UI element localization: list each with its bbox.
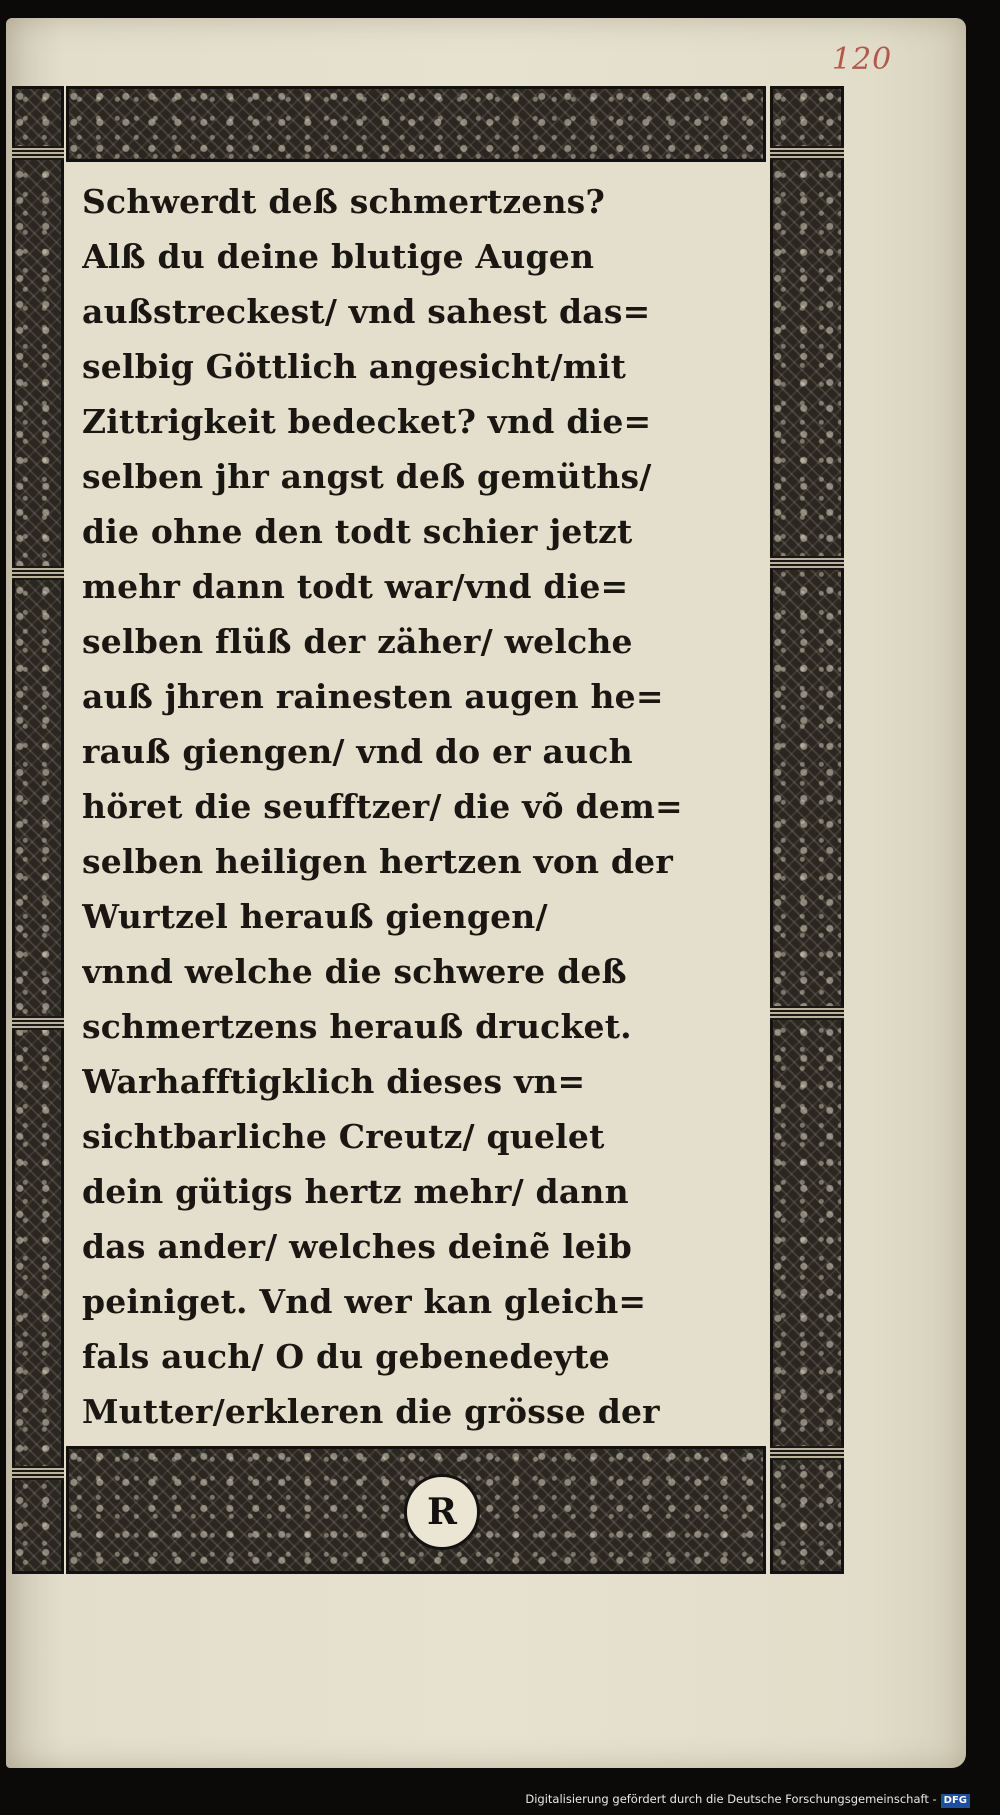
right-ornamental-column: [770, 86, 844, 1574]
left-ornamental-column: [12, 86, 64, 1574]
text-line: selben jhr angst deß gemüths/: [82, 457, 652, 496]
credit-text: Digitalisierung gefördert durch die Deutsche Forschungsgemeinschaft -: [525, 1792, 937, 1806]
bottom-ornamental-border: [66, 1446, 766, 1574]
text-line: fals auch/ O du gebenedeyte: [82, 1337, 610, 1376]
text-line: peiniget. Vnd wer kan gleich=: [82, 1282, 647, 1321]
text-line: die ohne den todt schier jetzt: [82, 512, 633, 551]
text-line: höret die seufftzer/ die võ dem=: [82, 787, 683, 826]
text-block: [66, 162, 766, 1446]
text-line: selben heiligen hertzen von der: [82, 842, 673, 881]
dfg-logo: DFG: [941, 1794, 970, 1808]
text-line: Warhafftigklich dieses vn=: [82, 1062, 586, 1101]
text-line: rauß giengen/ vnd do er auch: [82, 732, 633, 771]
text-line: mehr dann todt war/vnd die=: [82, 567, 629, 606]
book-page: [6, 18, 966, 1768]
text-line: das ander/ welches deinẽ leib: [82, 1227, 633, 1266]
text-line: Schwerdt deß schmertzens?: [82, 182, 605, 221]
folio-number: 120: [832, 42, 893, 77]
text-line: auß jhren rainesten augen he=: [82, 677, 664, 716]
text-line: Wurtzel herauß giengen/: [82, 897, 548, 936]
text-line: Alß du deine blutige Augen: [82, 237, 595, 276]
digitization-credit: [525, 1792, 970, 1808]
text-line: außstreckest/ vnd sahest das=: [82, 292, 651, 331]
text-line: vnnd welche die schwere deß: [82, 952, 627, 991]
text-line: selbig Göttlich angesicht/mit: [82, 347, 627, 386]
top-ornamental-border: [66, 86, 766, 162]
text-line: dein gütigs hertz mehr/ dann: [82, 1172, 629, 1211]
signature-mark: R: [404, 1474, 480, 1550]
text-line: selben flüß der zäher/ welche: [82, 622, 633, 661]
text-line: Mutter/erkleren die grösse der: [82, 1392, 660, 1431]
text-line: Zittrigkeit bedecket? vnd die=: [82, 402, 652, 441]
text-line: sichtbarliche Creutz/ quelet: [82, 1117, 605, 1156]
text-line: schmertzens herauß drucket.: [82, 1007, 632, 1046]
